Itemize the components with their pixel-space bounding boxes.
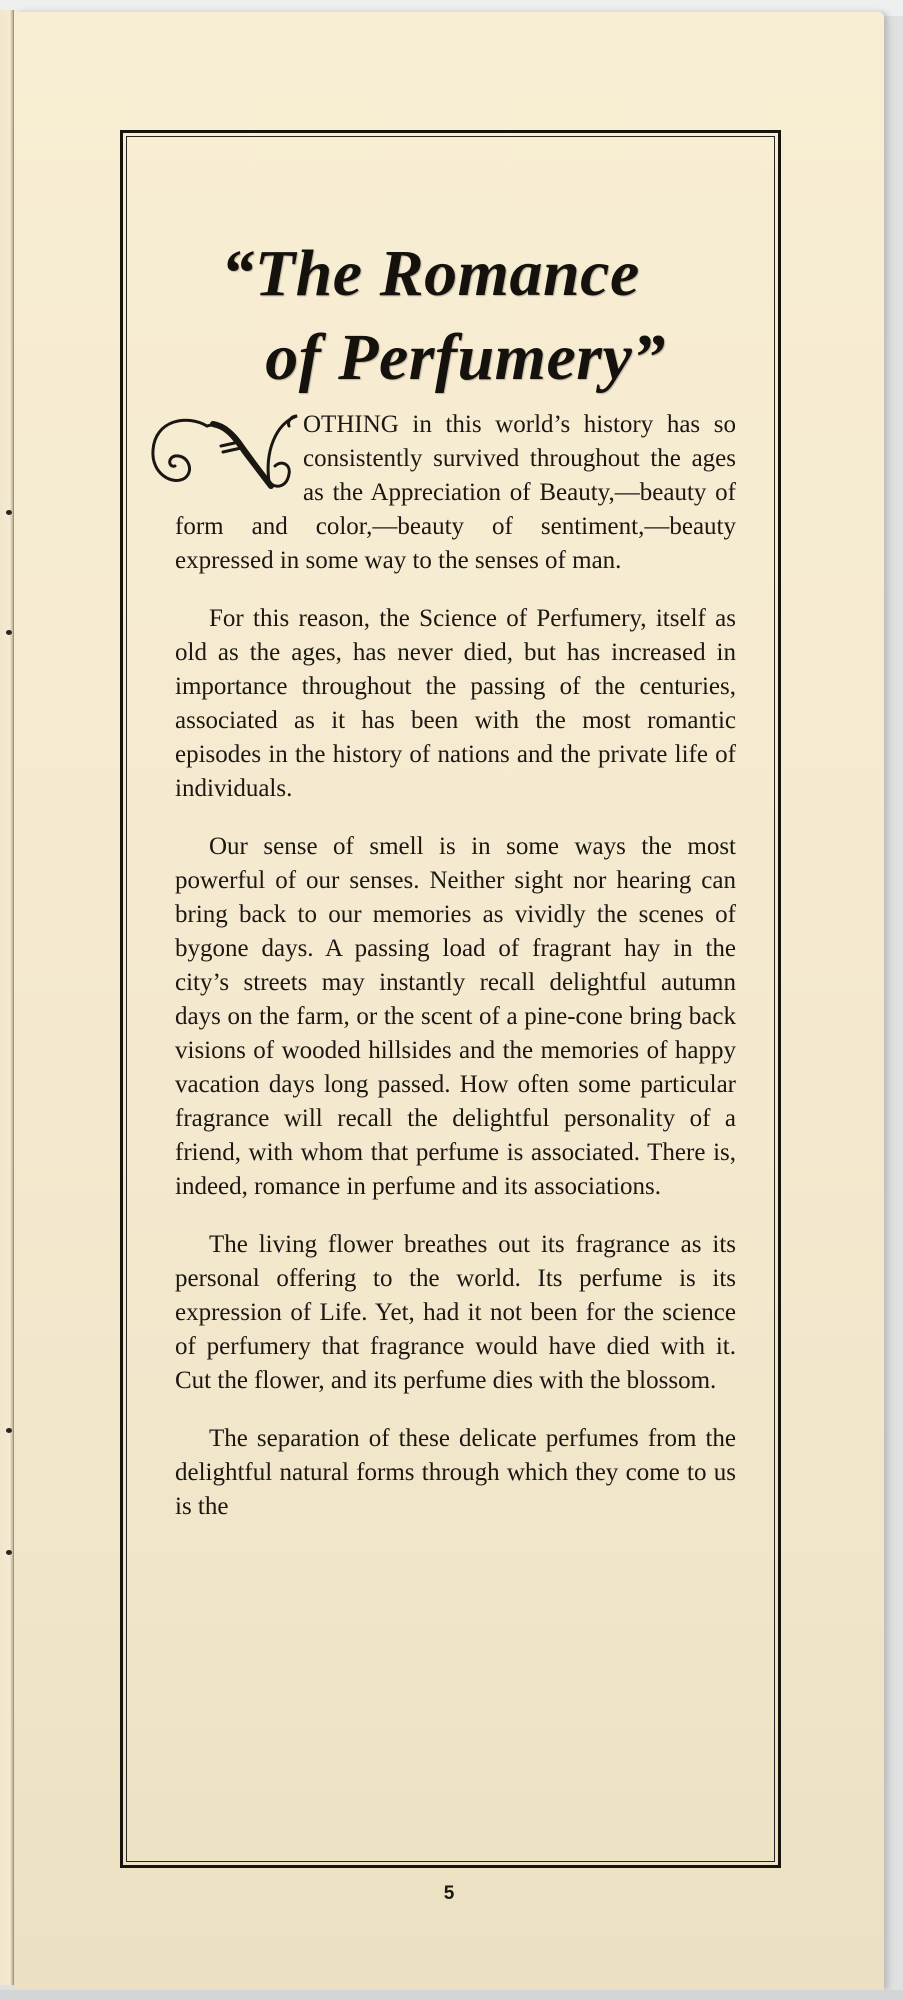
binding-staple-mark [6, 1428, 12, 1433]
paragraph-1-text: OTHING in this world’s history has so consistently survived throughout the ages as the Appreciation of Beauty,—beauty of form and color,—beauty of sentiment,—beauty expressed in some way to the senses of man. [175, 411, 736, 574]
title-line-1: “The Romance [221, 237, 640, 311]
paragraph-5: The separation of these delicate perfumes from the delightful natural forms through which they come to us is the [175, 1425, 736, 1520]
background-bottom [0, 1990, 903, 2000]
paragraph-1 [175, 408, 736, 578]
binding-staple-mark [6, 1550, 12, 1555]
paragraph-3: Our sense of smell is in some ways the most powerful of our senses. Neither sight nor hearing can bring back to our memories as vividly the scenes of bygone days. A passing load of fragrant hay in the city’s streets may instantly recall delightful autumn days on the farm, or the scent of a pine-cone bring back visions of wooded hillsides and the memories of happy vacation days long passed. How often some particular fragrance will recall the delightful personality of a friend, with whom that perfume is associated. There is, indeed, romance in perfume and its associations. [175, 833, 736, 1200]
booklet-page [14, 12, 884, 1990]
binding-staple-mark [6, 630, 12, 635]
paragraph-2: For this reason, the Science of Perfumery, itself as old as the ages, has never died, but has increased in importance throughout the passing of the centuries, associated as it has been with the most romantic episodes in the history of nations and the private life of individuals. [175, 605, 736, 802]
article-body [175, 408, 736, 1548]
ornamental-drop-cap-n-icon [147, 412, 299, 492]
page-title [123, 232, 778, 400]
page-border-frame [120, 130, 781, 1868]
paragraph-4: The living flower breathes out its fragrance as its personal offering to the world. Its perfume is its expression of Life. Yet, had it not been for the science of perfumery that fragrance would have died with it. Cut the flower, and its perfume dies with the blossom. [175, 1231, 736, 1394]
title-line-2: of Perfumery” [265, 321, 666, 395]
binding-staple-mark [6, 510, 12, 515]
page-number: 5 [443, 1883, 455, 1904]
facing-page-edge [0, 10, 14, 1985]
